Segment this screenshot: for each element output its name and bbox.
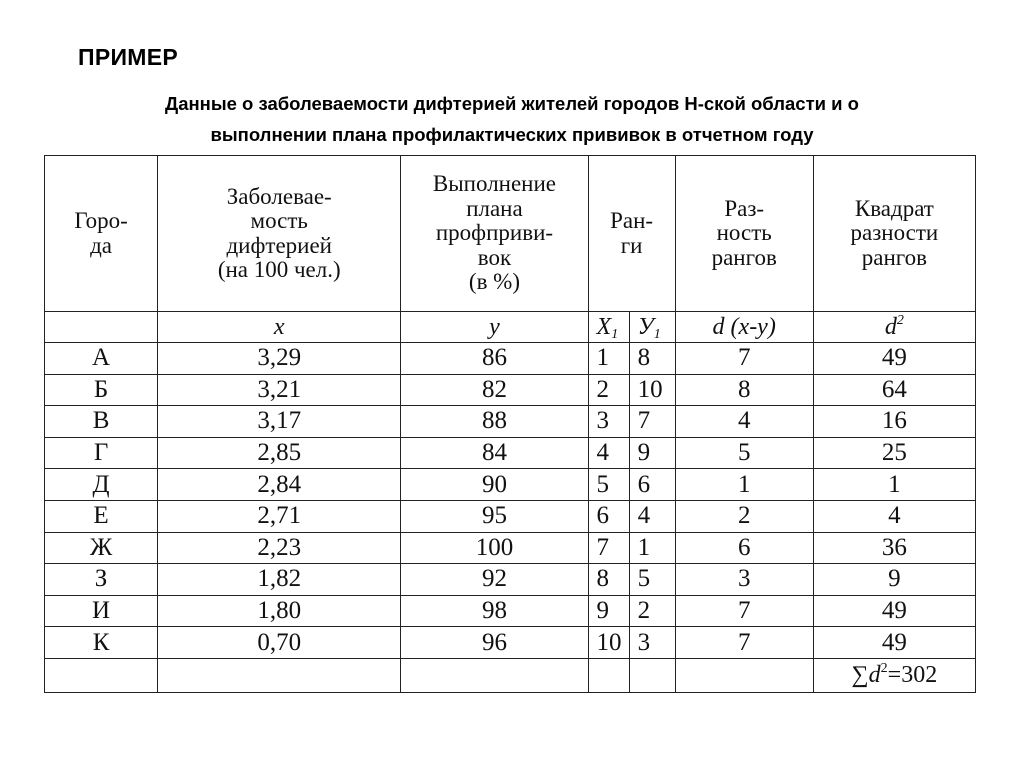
total-empty-cell [401, 658, 588, 692]
variable-y1 [629, 312, 675, 343]
header-plan [401, 156, 588, 312]
cell-incidence: 0,70 [158, 627, 401, 659]
cell-y1: 5 [629, 564, 675, 596]
total-row [45, 658, 976, 692]
table-row [45, 469, 976, 501]
cell-d2: 49 [813, 627, 975, 659]
cell-x1: 7 [588, 532, 629, 564]
cell-plan: 92 [401, 564, 588, 596]
cell-city: А [45, 343, 158, 375]
header-incidence [158, 156, 401, 312]
cell-city: Г [45, 437, 158, 469]
table-row [45, 406, 976, 438]
header-plan-line: Выполнение [432, 171, 557, 197]
header-plan-line: плана [466, 195, 523, 221]
cell-y1: 1 [629, 532, 675, 564]
table-row [45, 343, 976, 375]
variable-d2 [813, 312, 975, 343]
variable-d: d (x-y) [675, 312, 813, 343]
header-ranks [588, 156, 675, 312]
cell-incidence: 2,71 [158, 500, 401, 532]
cell-d2: 64 [813, 374, 975, 406]
variable-y1-symbol: У [637, 314, 654, 340]
table-row [45, 532, 976, 564]
cell-plan: 86 [401, 343, 588, 375]
variable-row [45, 312, 976, 343]
cell-city: Б [45, 374, 158, 406]
cell-x1: 8 [588, 564, 629, 596]
header-plan-line: вок [477, 244, 512, 270]
cell-d2: 16 [813, 406, 975, 438]
cell-plan: 90 [401, 469, 588, 501]
cell-x1: 5 [588, 469, 629, 501]
cell-y1: 3 [629, 627, 675, 659]
cell-y1: 2 [629, 595, 675, 627]
cell-d2: 9 [813, 564, 975, 596]
variable-d2-symbol: d [884, 314, 897, 340]
header-incidence-line: Заболевае- [226, 183, 332, 209]
cell-plan: 84 [401, 437, 588, 469]
header-difference-line: Раз- [724, 195, 765, 221]
cell-d2: 1 [813, 469, 975, 501]
cell-d: 7 [675, 343, 813, 375]
cell-incidence: 3,21 [158, 374, 401, 406]
cell-city: Е [45, 500, 158, 532]
header-difference-line: рангов [711, 244, 777, 270]
sum-sign: ∑ [851, 661, 869, 688]
total-empty-cell [45, 658, 158, 692]
table-row [45, 374, 976, 406]
cell-incidence: 1,80 [158, 595, 401, 627]
variable-d2-superscript: 2 [896, 313, 904, 328]
header-ranks-line: Ран- [610, 208, 654, 233]
header-square [813, 156, 975, 312]
total-empty-cell [675, 658, 813, 692]
cell-d2: 25 [813, 437, 975, 469]
subtitle-line-2: выполнении плана профилактических прививок в отчетном году [210, 124, 814, 145]
header-incidence-line: дифтерией [226, 232, 332, 258]
cell-incidence: 2,23 [158, 532, 401, 564]
cell-plan: 82 [401, 374, 588, 406]
cell-d: 2 [675, 500, 813, 532]
cell-x1: 2 [588, 374, 629, 406]
variable-x1-subscript: 1 [611, 327, 619, 342]
slide-subtitle [40, 88, 984, 150]
cell-y1: 9 [629, 437, 675, 469]
cell-plan: 100 [401, 532, 588, 564]
variable-y: y [401, 312, 588, 343]
cell-plan: 98 [401, 595, 588, 627]
subtitle-line-1: Данные о заболеваемости дифтерией жителей городов Н-ской области и о [165, 93, 859, 114]
cell-y1: 6 [629, 469, 675, 501]
variable-city [45, 312, 158, 343]
cell-d2: 49 [813, 343, 975, 375]
header-incidence-line: мость [250, 208, 308, 233]
cell-city: З [45, 564, 158, 596]
cell-y1: 10 [629, 374, 675, 406]
cell-d2: 49 [813, 595, 975, 627]
table-row [45, 595, 976, 627]
cell-plan: 96 [401, 627, 588, 659]
header-difference [675, 156, 813, 312]
variable-y1-subscript: 1 [653, 327, 661, 342]
cell-x1: 1 [588, 343, 629, 375]
total-empty-cell [588, 658, 629, 692]
header-plan-line: (в %) [468, 269, 520, 295]
sum-value: =302 [887, 661, 938, 688]
header-row [45, 156, 976, 312]
header-city [45, 156, 158, 312]
variable-x1 [588, 312, 629, 343]
cell-d2: 4 [813, 500, 975, 532]
sum-superscript: 2 [880, 660, 888, 676]
header-square-line: рангов [861, 244, 927, 270]
table-row [45, 627, 976, 659]
total-empty-cell [629, 658, 675, 692]
header-plan-line: профприви- [435, 220, 554, 246]
cell-plan: 95 [401, 500, 588, 532]
cell-incidence: 3,29 [158, 343, 401, 375]
cell-d: 6 [675, 532, 813, 564]
header-square-line: Квадрат [854, 195, 934, 221]
header-square-line: разности [850, 220, 939, 246]
cell-x1: 6 [588, 500, 629, 532]
cell-y1: 7 [629, 406, 675, 438]
header-city-line: Горо- [74, 208, 128, 233]
cell-city: И [45, 595, 158, 627]
cell-d: 4 [675, 406, 813, 438]
cell-incidence: 1,82 [158, 564, 401, 596]
cell-x1: 10 [588, 627, 629, 659]
cell-city: Д [45, 469, 158, 501]
cell-d: 5 [675, 437, 813, 469]
data-table [44, 155, 976, 693]
table-row [45, 500, 976, 532]
table-row [45, 564, 976, 596]
cell-y1: 4 [629, 500, 675, 532]
table-row [45, 437, 976, 469]
cell-d: 1 [675, 469, 813, 501]
header-city-line: да [90, 232, 113, 258]
header-ranks-line: ги [620, 232, 643, 258]
total-sum-cell [813, 658, 975, 692]
cell-x1: 3 [588, 406, 629, 438]
header-difference-line: ность [716, 220, 772, 246]
cell-city: В [45, 406, 158, 438]
cell-d: 3 [675, 564, 813, 596]
data-rows [45, 343, 976, 659]
slide-heading: ПРИМЕР [78, 44, 179, 70]
cell-x1: 9 [588, 595, 629, 627]
total-empty-cell [158, 658, 401, 692]
variable-x: x [158, 312, 401, 343]
cell-incidence: 2,84 [158, 469, 401, 501]
cell-incidence: 3,17 [158, 406, 401, 438]
cell-city: К [45, 627, 158, 659]
cell-plan: 88 [401, 406, 588, 438]
cell-d: 8 [675, 374, 813, 406]
cell-d: 7 [675, 627, 813, 659]
cell-y1: 8 [629, 343, 675, 375]
cell-d2: 36 [813, 532, 975, 564]
cell-d: 7 [675, 595, 813, 627]
sum-symbol: d [868, 661, 881, 688]
cell-city: Ж [45, 532, 158, 564]
cell-x1: 4 [588, 437, 629, 469]
cell-incidence: 2,85 [158, 437, 401, 469]
header-incidence-line: (на 100 чел.) [217, 257, 341, 282]
variable-x1-symbol: X [596, 314, 612, 340]
